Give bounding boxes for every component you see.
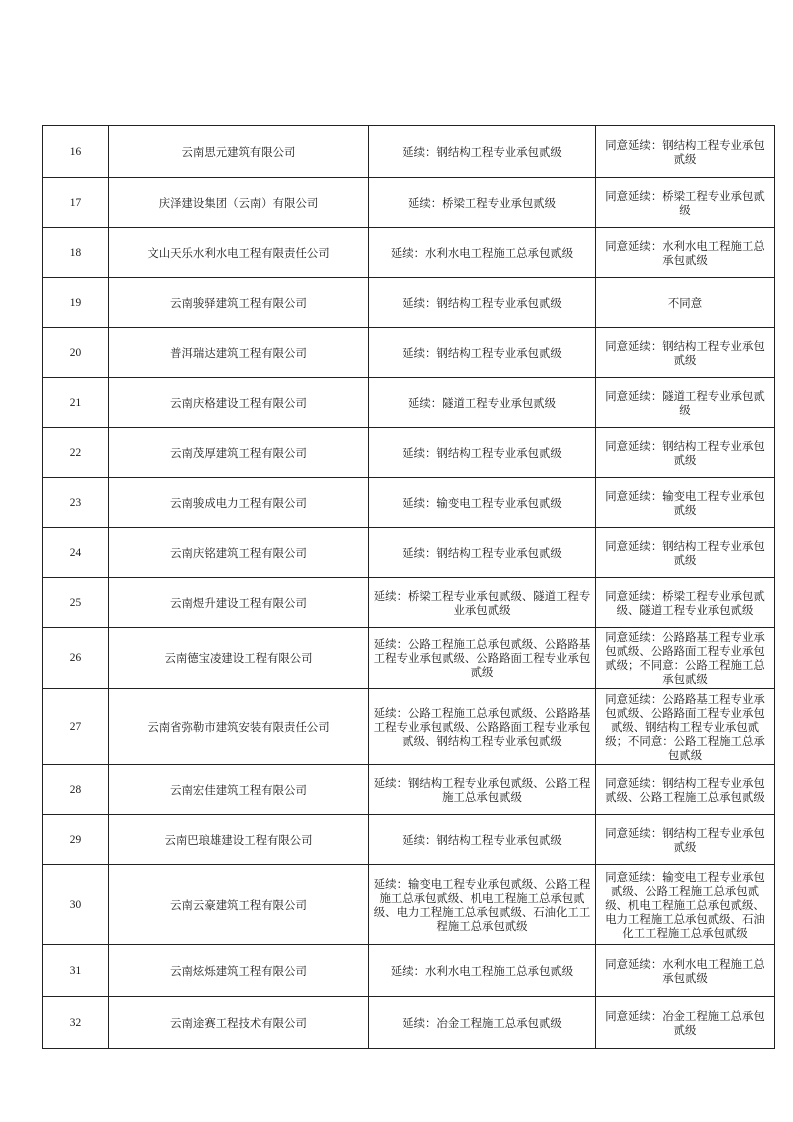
review-result: 同意延续：桥梁工程专业承包贰级 [596,178,775,228]
application-item: 延续：输变电工程专业承包贰级、公路工程施工总承包贰级、机电工程施工总承包贰级、电力工程施工总承包贰级、石油化工工程施工总承包贰级 [369,865,596,945]
table-row [43,815,775,865]
approval-table [42,125,775,1049]
table-row [43,228,775,278]
row-number: 20 [43,328,109,378]
row-number: 16 [43,126,109,178]
review-result: 同意延续：钢结构工程专业承包贰级 [596,428,775,478]
application-item: 延续：钢结构工程专业承包贰级 [369,278,596,328]
table-row [43,689,775,765]
company-name: 文山天乐水利水电工程有限责任公司 [109,228,369,278]
company-name: 庆泽建设集团（云南）有限公司 [109,178,369,228]
review-result: 同意延续：输变电工程专业承包贰级 [596,478,775,528]
table-row [43,865,775,945]
company-name: 云南煜升建设工程有限公司 [109,578,369,628]
table-row [43,278,775,328]
review-result: 不同意 [596,278,775,328]
row-number: 19 [43,278,109,328]
table-body [43,126,775,1049]
application-item: 延续：钢结构工程专业承包贰级 [369,126,596,178]
table-row [43,478,775,528]
application-item: 延续：公路工程施工总承包贰级、公路路基工程专业承包贰级、公路路面工程专业承包贰级、钢结构工程专业承包贰级 [369,689,596,765]
table-row [43,765,775,815]
review-result: 同意延续：钢结构工程专业承包贰级、公路工程施工总承包贰级 [596,765,775,815]
review-result: 同意延续：输变电工程专业承包贰级、公路工程施工总承包贰级、机电工程施工总承包贰级、电力工程施工总承包贰级、石油化工工程施工总承包贰级 [596,865,775,945]
review-result: 同意延续：水利水电工程施工总承包贰级 [596,228,775,278]
application-item: 延续：公路工程施工总承包贰级、公路路基工程专业承包贰级、公路路面工程专业承包贰级 [369,628,596,689]
table-row [43,628,775,689]
review-result: 同意延续：钢结构工程专业承包贰级 [596,815,775,865]
table-row [43,378,775,428]
table-row [43,528,775,578]
company-name: 云南骏驿建筑工程有限公司 [109,278,369,328]
table-row [43,997,775,1049]
company-name: 云南巴琅雄建设工程有限公司 [109,815,369,865]
review-result: 同意延续：钢结构工程专业承包贰级 [596,528,775,578]
row-number: 26 [43,628,109,689]
application-item: 延续：钢结构工程专业承包贰级 [369,428,596,478]
application-item: 延续：桥梁工程专业承包贰级 [369,178,596,228]
company-name: 云南炫烁建筑工程有限公司 [109,945,369,997]
application-item: 延续：钢结构工程专业承包贰级 [369,815,596,865]
company-name: 云南庆铭建筑工程有限公司 [109,528,369,578]
table-row [43,328,775,378]
application-item: 延续：钢结构工程专业承包贰级 [369,328,596,378]
row-number: 27 [43,689,109,765]
row-number: 22 [43,428,109,478]
company-name: 云南思元建筑有限公司 [109,126,369,178]
application-item: 延续：钢结构工程专业承包贰级、公路工程施工总承包贰级 [369,765,596,815]
review-result: 同意延续：公路路基工程专业承包贰级、公路路面工程专业承包贰级；不同意：公路工程施工总承包贰级 [596,628,775,689]
application-item: 延续：隧道工程专业承包贰级 [369,378,596,428]
company-name: 云南省弥勒市建筑安装有限责任公司 [109,689,369,765]
row-number: 18 [43,228,109,278]
application-item: 延续：钢结构工程专业承包贰级 [369,528,596,578]
review-result: 同意延续：钢结构工程专业承包贰级 [596,126,775,178]
row-number: 32 [43,997,109,1049]
company-name: 云南宏佳建筑工程有限公司 [109,765,369,815]
table-row [43,945,775,997]
company-name: 云南茂厚建筑工程有限公司 [109,428,369,478]
company-name: 云南德宝凌建设工程有限公司 [109,628,369,689]
row-number: 23 [43,478,109,528]
row-number: 30 [43,865,109,945]
row-number: 24 [43,528,109,578]
application-item: 延续：水利水电工程施工总承包贰级 [369,228,596,278]
review-result: 同意延续：钢结构工程专业承包贰级 [596,328,775,378]
row-number: 28 [43,765,109,815]
application-item: 延续：冶金工程施工总承包贰级 [369,997,596,1049]
company-name: 云南途赛工程技术有限公司 [109,997,369,1049]
table-row [43,178,775,228]
row-number: 31 [43,945,109,997]
table-row [43,578,775,628]
row-number: 25 [43,578,109,628]
application-item: 延续：水利水电工程施工总承包贰级 [369,945,596,997]
review-result: 同意延续：桥梁工程专业承包贰级、隧道工程专业承包贰级 [596,578,775,628]
company-name: 普洱瑞达建筑工程有限公司 [109,328,369,378]
table-row [43,126,775,178]
row-number: 29 [43,815,109,865]
row-number: 21 [43,378,109,428]
company-name: 云南庆格建设工程有限公司 [109,378,369,428]
table-row [43,428,775,478]
application-item: 延续：桥梁工程专业承包贰级、隧道工程专业承包贰级 [369,578,596,628]
review-result: 同意延续：冶金工程施工总承包贰级 [596,997,775,1049]
review-result: 同意延续：公路路基工程专业承包贰级、公路路面工程专业承包贰级、钢结构工程专业承包贰级；不同意：公路工程施工总承包贰级 [596,689,775,765]
row-number: 17 [43,178,109,228]
review-result: 同意延续：隧道工程专业承包贰级 [596,378,775,428]
review-result: 同意延续：水利水电工程施工总承包贰级 [596,945,775,997]
application-item: 延续：输变电工程专业承包贰级 [369,478,596,528]
company-name: 云南云豪建筑工程有限公司 [109,865,369,945]
company-name: 云南骏成电力工程有限公司 [109,478,369,528]
